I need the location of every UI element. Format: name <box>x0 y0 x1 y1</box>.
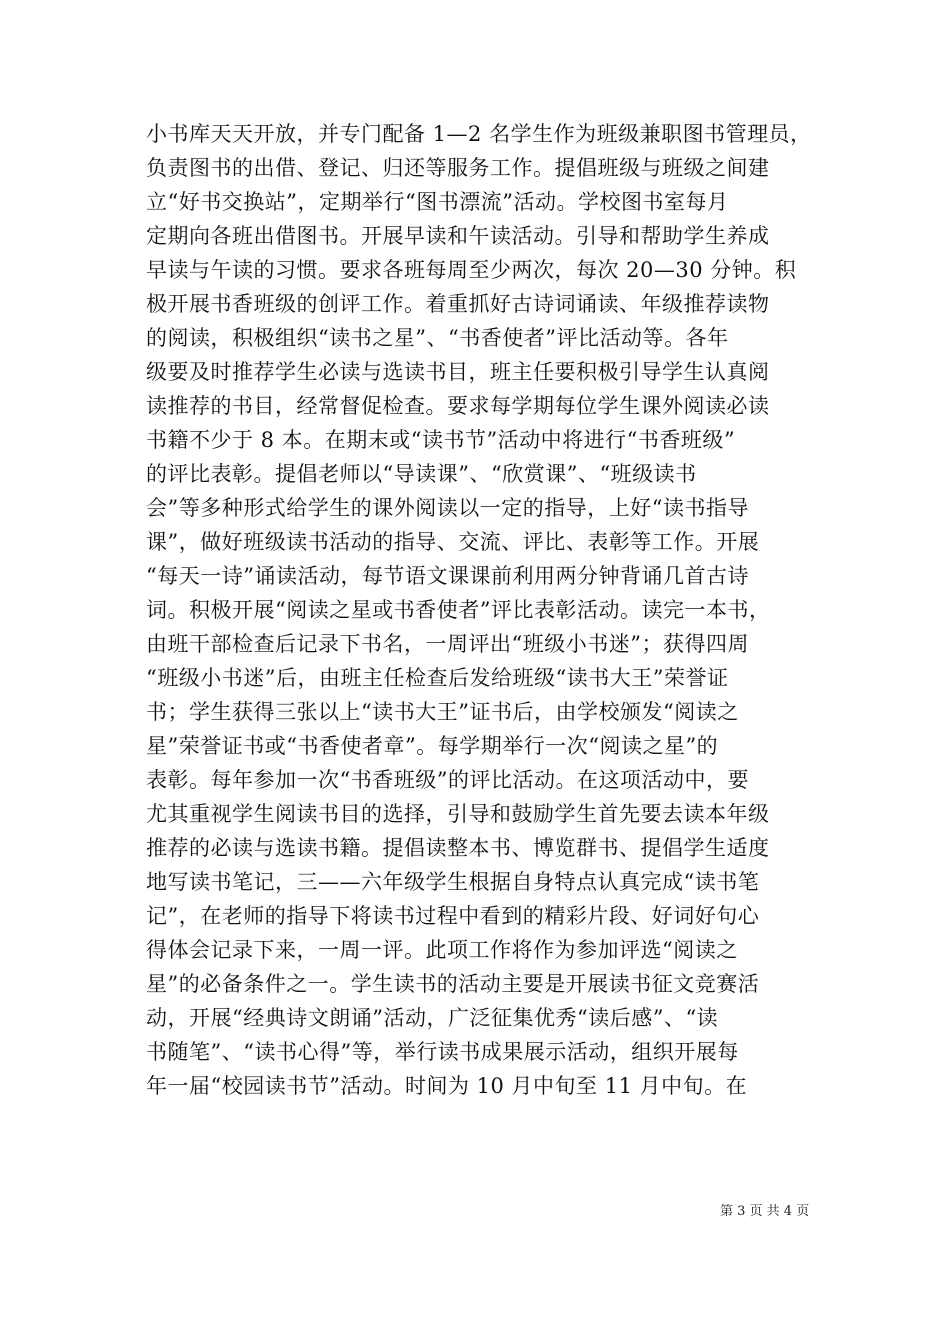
text-line: 动，开展“经典诗文朗诵”活动，广泛征集优秀“读后感”、“读 <box>146 1006 719 1030</box>
page-number-footer: 第 3 页 共 4 页 <box>720 1204 810 1219</box>
text-line: 极开展书香班级的创评工作。着重抓好古诗词诵读、年级推荐读物 <box>146 292 770 316</box>
text-line: 尤其重视学生阅读书目的选择，引导和鼓励学生首先要去读本年级 <box>146 802 770 826</box>
text-line: 读推荐的书目，经常督促检查。要求每学期每位学生课外阅读必读 <box>146 394 770 418</box>
text-line: “班级小书迷”后，由班主任检查后发给班级“读书大王”荣誉证 <box>146 666 729 690</box>
text-line: 记”，在老师的指导下将读书过程中看到的精彩片段、好词好句心 <box>146 904 760 928</box>
text-line: 推荐的必读与选读书籍。提倡读整本书、博览群书、提倡学生适度 <box>146 836 770 860</box>
text-line: 级要及时推荐学生必读与选读书目，班主任要积极引导学生认真阅 <box>146 360 770 384</box>
body-text <box>146 117 816 1103</box>
text-line: 会”等多种形式给学生的课外阅读以一定的指导，上好“读书指导 <box>146 496 749 520</box>
text-line: 定期向各班出借图书。开展早读和午读活动。引导和帮助学生养成 <box>146 224 770 248</box>
text-line: 书随笔”、“读书心得”等，举行读书成果展示活动，组织开展每 <box>146 1040 739 1064</box>
text-line: 表彰。每年参加一次“书香班级”的评比活动。在这项活动中，要 <box>146 768 749 792</box>
text-line: 年一届“校园读书节”活动。时间为 10 月中旬至 11 月中旬。在 <box>146 1074 748 1098</box>
text-line: 书；学生获得三张以上“读书大王”证书后，由学校颁发“阅读之 <box>146 700 739 724</box>
text-line: 负责图书的出借、登记、归还等服务工作。提倡班级与班级之间建 <box>146 156 770 180</box>
text-line: 书籍不少于 8 本。在期末或“读书节”活动中将进行“书香班级” <box>146 428 736 452</box>
text-line: 小书库天天开放，并专门配备 1—2 名学生作为班级兼职图书管理员， <box>146 122 812 146</box>
text-line: 词。积极开展“阅读之星或书香使者”评比表彰活动。读完一本书， <box>146 598 771 622</box>
text-line: 课”，做好班级读书活动的指导、交流、评比、表彰等工作。开展 <box>146 530 760 554</box>
text-line: 早读与午读的习惯。要求各班每周至少两次，每次 20—30 分钟。积 <box>146 258 797 282</box>
text-line: 星”的必备条件之一。学生读书的活动主要是开展读书征文竞赛活 <box>146 972 760 996</box>
text-line: 星”荣誉证书或“书香使者章”。每学期举行一次“阅读之星”的 <box>146 734 719 758</box>
text-line: 立“好书交换站”，定期举行“图书漂流”活动。学校图书室每月 <box>146 190 729 214</box>
text-line: 的评比表彰。提倡老师以“导读课”、“欣赏课”、“班级读书 <box>146 462 697 486</box>
text-line: 地写读书笔记，三——六年级学生根据自身特点认真完成“读书笔 <box>146 870 760 894</box>
text-line: 得体会记录下来，一周一评。此项工作将作为参加评选“阅读之 <box>146 938 738 962</box>
text-line: 的阅读，积极组织“读书之星”、“书香使者”评比活动等。各年 <box>146 326 729 350</box>
text-line: 由班干部检查后记录下书名，一周评出“班级小书迷”；获得四周 <box>146 632 749 656</box>
text-line: “每天一诗”诵读活动，每节语文课课前利用两分钟背诵几首古诗 <box>146 564 749 588</box>
